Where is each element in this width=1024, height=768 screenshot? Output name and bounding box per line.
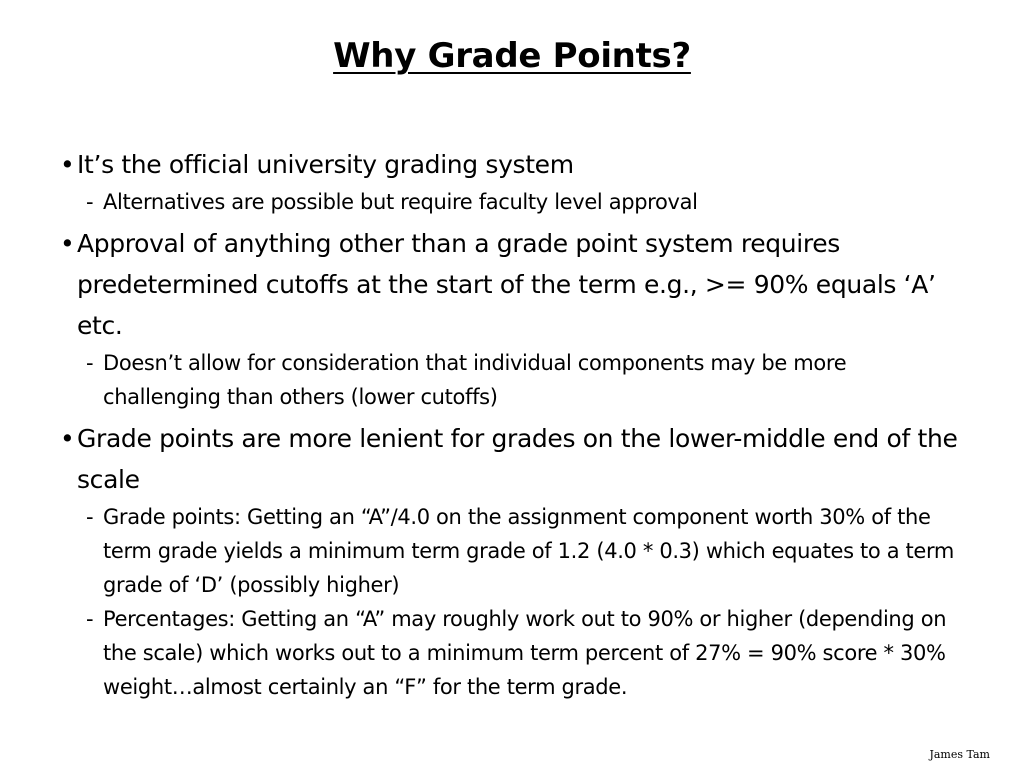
bullet-point-2	[60, 223, 970, 346]
sub-point-text: Percentages: Getting an “A” may roughly work out to 90% or higher (depending on the scale) which works out to a minimum term percent of 27% = 90% score * 30% weight…almost certainly an “F” for the term grade.	[103, 607, 947, 699]
sub-point-3-1	[60, 500, 970, 602]
slide-content	[60, 144, 970, 704]
sub-point-text: Doesn’t allow for consideration that individual components may be more challenging than others (lower cutoffs)	[103, 351, 847, 409]
bullet-marker: •	[60, 229, 75, 258]
dash-marker: -	[86, 190, 94, 214]
bullet-marker: •	[60, 150, 75, 179]
bullet-text: It’s the official university grading system	[77, 150, 574, 179]
bullet-text: Approval of anything other than a grade point system requires predetermined cutoffs at the start of the term e.g., >= 90% equals ‘A’ etc.	[77, 229, 936, 340]
bullet-point-3	[60, 418, 970, 500]
dash-marker: -	[86, 505, 94, 529]
bullet-text: Grade points are more lenient for grades on the lower-middle end of the scale	[77, 424, 958, 494]
dash-marker: -	[86, 607, 94, 631]
bullet-point-1	[60, 144, 970, 185]
footer-author: James Tam	[929, 748, 990, 761]
sub-point-1-1	[60, 185, 970, 219]
dash-marker: -	[86, 351, 94, 375]
slide-title: Why Grade Points?	[333, 36, 691, 76]
sub-point-2-1	[60, 346, 970, 414]
bullet-marker: •	[60, 424, 75, 453]
sub-point-3-2	[60, 602, 970, 704]
sub-point-text: Grade points: Getting an “A”/4.0 on the assignment component worth 30% of the term grade yields a minimum term grade of 1.2 (4.0 * 0.3) which equates to a term grade of ‘D’ (possibly higher)	[103, 505, 955, 597]
sub-point-text: Alternatives are possible but require faculty level approval	[103, 190, 698, 214]
